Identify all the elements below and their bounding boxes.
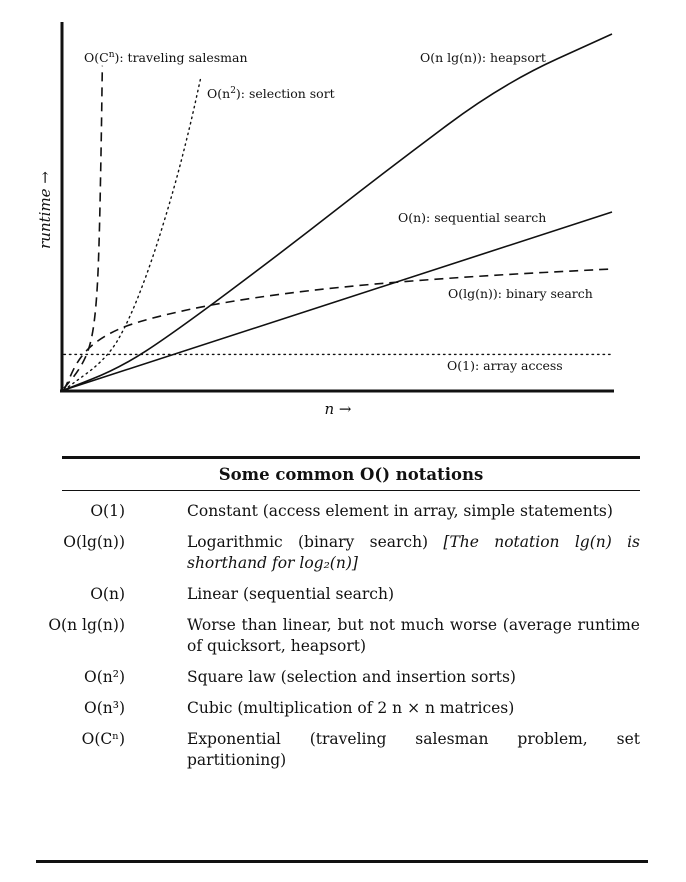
description-cell	[187, 501, 640, 522]
description-cell	[187, 615, 640, 657]
series-label-2: O(n lg(n)): heapsort	[420, 50, 546, 65]
description-cell	[187, 584, 640, 605]
description-cell	[187, 698, 640, 719]
description-cell	[187, 532, 640, 574]
table-row	[48, 615, 640, 657]
series-line-1	[64, 77, 201, 390]
series-label-1: $O(n^2)$: selection sort	[207, 86, 335, 101]
x-axis-label: n →	[324, 400, 352, 418]
description-text: Linear (sequential search)	[187, 585, 395, 603]
table-title: Some common O() notations	[218, 465, 484, 484]
description-cell	[187, 667, 640, 688]
series-label-3: O(n): sequential search	[398, 210, 547, 225]
table-row	[62, 501, 640, 522]
notation-cell: O(Cⁿ)	[81, 730, 125, 748]
description-text: Square law (selection and insertion sorts)	[187, 668, 516, 686]
table-rows	[48, 501, 640, 771]
notation-cell: O(n³)	[84, 699, 125, 717]
description-text: Logarithmic (binary search)	[187, 533, 444, 551]
description-text: Constant (access element in array, simple statements)	[187, 502, 613, 520]
curve-labels	[84, 50, 593, 373]
y-axis-label: runtime →	[36, 171, 54, 249]
table-row	[62, 532, 640, 574]
notation-cell: O(n lg(n))	[48, 616, 125, 634]
notation-table	[48, 456, 640, 781]
series-label-0: $O(C^n)$: traveling salesman	[84, 50, 248, 65]
notation-cell: O(1)	[90, 502, 125, 520]
description-note: [The notation lg(n) is shorthand for log₂(n)]	[187, 533, 640, 572]
notation-cell: O(n²)	[84, 668, 125, 686]
series-line-0	[64, 66, 102, 388]
table-row	[62, 729, 640, 771]
table-row	[62, 698, 640, 719]
notation-cell: O(lg(n))	[63, 533, 125, 551]
series-label-5: O(1): array access	[447, 358, 563, 373]
table-row	[62, 667, 640, 688]
description-text: Cubic (multiplication of 2 n × n matrices)	[187, 699, 515, 717]
description-cell	[187, 729, 640, 771]
description-text: Exponential (traveling salesman problem, set partitioning)	[187, 730, 640, 769]
table-row	[62, 584, 640, 605]
description-text: Worse than linear, but not much worse (average runtime of quicksort, heapsort)	[187, 616, 640, 655]
table-bottom-rule	[36, 860, 648, 863]
notation-cell: O(n)	[90, 585, 125, 603]
complexity-chart	[0, 0, 686, 420]
table-header-rule	[62, 490, 640, 491]
series-label-4: O(lg(n)): binary search	[448, 286, 593, 301]
